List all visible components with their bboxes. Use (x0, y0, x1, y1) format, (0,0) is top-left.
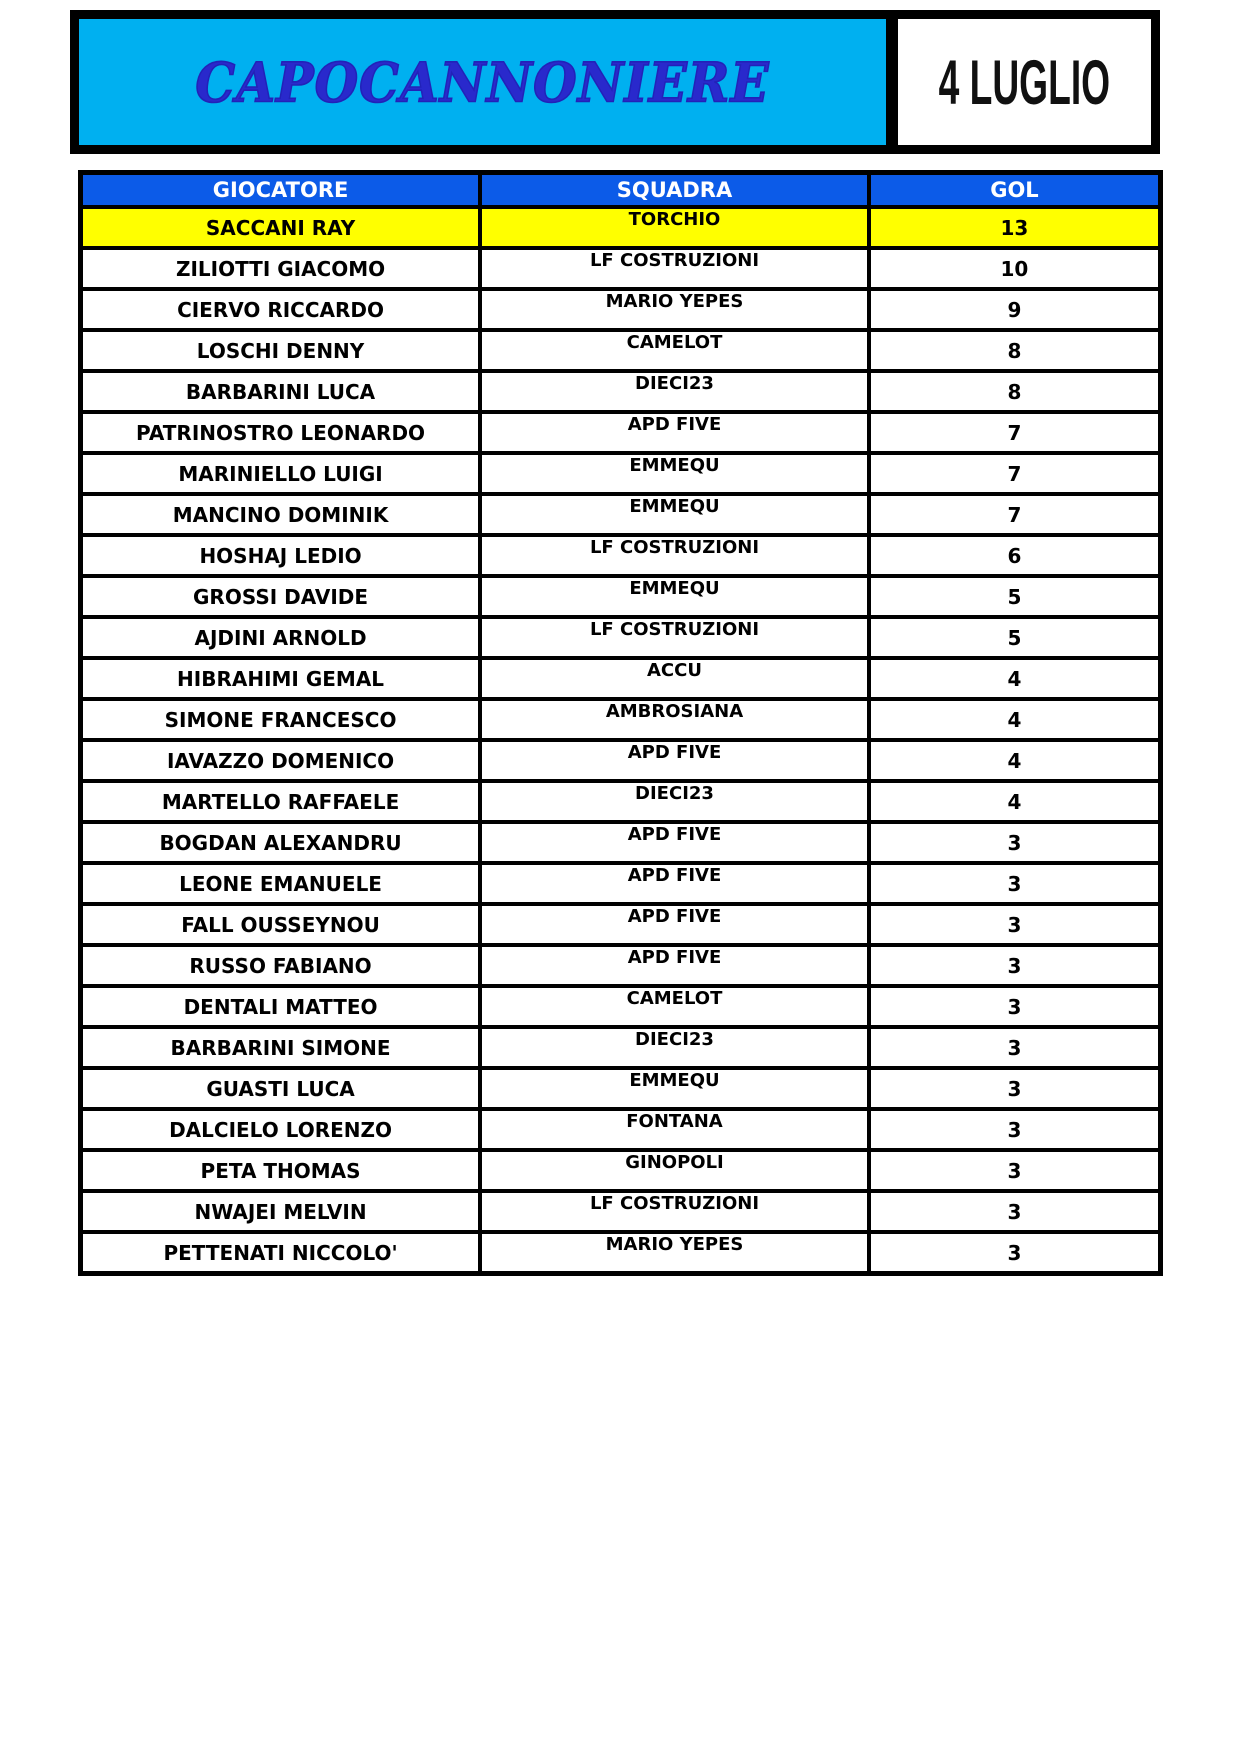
goals-cell: 7 (869, 412, 1161, 453)
team-cell: APD FIVE (480, 822, 869, 863)
team-cell: AMBROSIANA (480, 699, 869, 740)
player-cell: BARBARINI SIMONE (81, 1027, 481, 1068)
player-cell: LEONE EMANUELE (81, 863, 481, 904)
player-cell: AJDINI ARNOLD (81, 617, 481, 658)
team-cell: TORCHIO (480, 207, 869, 248)
scorers-table (78, 170, 1163, 1276)
table-row (81, 781, 1161, 822)
table-row (81, 494, 1161, 535)
table-row (81, 699, 1161, 740)
team-cell: EMMEQU (480, 453, 869, 494)
player-cell: RUSSO FABIANO (81, 945, 481, 986)
player-cell: DENTALI MATTEO (81, 986, 481, 1027)
player-cell: NWAJEI MELVIN (81, 1191, 481, 1232)
team-cell: APD FIVE (480, 863, 869, 904)
team-cell: LF COSTRUZIONI (480, 535, 869, 576)
goals-cell: 9 (869, 289, 1161, 330)
goals-cell: 3 (869, 904, 1161, 945)
goals-cell: 4 (869, 699, 1161, 740)
player-cell: GROSSI DAVIDE (81, 576, 481, 617)
table-row (81, 371, 1161, 412)
player-cell: BOGDAN ALEXANDRU (81, 822, 481, 863)
table-row (81, 1068, 1161, 1109)
player-cell: MANCINO DOMINIK (81, 494, 481, 535)
table-row (81, 822, 1161, 863)
player-cell: DALCIELO LORENZO (81, 1109, 481, 1150)
table-row (81, 986, 1161, 1027)
table-row (81, 535, 1161, 576)
goals-cell: 4 (869, 781, 1161, 822)
player-cell: PETA THOMAS (81, 1150, 481, 1191)
page-title: CAPOCANNONIERE (195, 50, 770, 114)
goals-cell: 3 (869, 1027, 1161, 1068)
player-cell: PETTENATI NICCOLO' (81, 1232, 481, 1274)
team-cell: DIECI23 (480, 371, 869, 412)
goals-cell: 3 (869, 945, 1161, 986)
team-cell: APD FIVE (480, 945, 869, 986)
goals-cell: 6 (869, 535, 1161, 576)
team-cell: APD FIVE (480, 904, 869, 945)
column-header-goals: GOL (869, 173, 1161, 208)
table-row (81, 412, 1161, 453)
goals-cell: 3 (869, 986, 1161, 1027)
team-cell: DIECI23 (480, 1027, 869, 1068)
player-cell: MARTELLO RAFFAELE (81, 781, 481, 822)
team-cell: EMMEQU (480, 576, 869, 617)
table-row (81, 207, 1161, 248)
table-row (81, 904, 1161, 945)
table-row (81, 1109, 1161, 1150)
team-cell: MARIO YEPES (480, 289, 869, 330)
team-cell: CAMELOT (480, 330, 869, 371)
player-cell: GUASTI LUCA (81, 1068, 481, 1109)
team-cell: DIECI23 (480, 781, 869, 822)
table-header-row (81, 173, 1161, 208)
goals-cell: 3 (869, 1109, 1161, 1150)
table-row (81, 945, 1161, 986)
table-row (81, 1150, 1161, 1191)
table-row (81, 740, 1161, 781)
goals-cell: 5 (869, 576, 1161, 617)
table-row (81, 576, 1161, 617)
goals-cell: 7 (869, 453, 1161, 494)
team-cell: EMMEQU (480, 1068, 869, 1109)
player-cell: SACCANI RAY (81, 207, 481, 248)
goals-cell: 8 (869, 330, 1161, 371)
player-cell: LOSCHI DENNY (81, 330, 481, 371)
team-cell: LF COSTRUZIONI (480, 617, 869, 658)
team-cell: EMMEQU (480, 494, 869, 535)
table-row (81, 1232, 1161, 1274)
title-banner (79, 19, 886, 145)
column-header-player: GIOCATORE (81, 173, 481, 208)
table-row (81, 863, 1161, 904)
player-cell: MARINIELLO LUIGI (81, 453, 481, 494)
goals-cell: 8 (869, 371, 1161, 412)
player-cell: FALL OUSSEYNOU (81, 904, 481, 945)
table-row (81, 617, 1161, 658)
player-cell: IAVAZZO DOMENICO (81, 740, 481, 781)
team-cell: GINOPOLI (480, 1150, 869, 1191)
table-row (81, 1027, 1161, 1068)
team-cell: APD FIVE (480, 412, 869, 453)
goals-cell: 3 (869, 822, 1161, 863)
player-cell: BARBARINI LUCA (81, 371, 481, 412)
goals-cell: 3 (869, 1150, 1161, 1191)
banner-divider (886, 19, 898, 145)
table-row (81, 248, 1161, 289)
table-row (81, 289, 1161, 330)
goals-cell: 3 (869, 1068, 1161, 1109)
date-label: 4 LUGLIO (938, 46, 1111, 118)
team-cell: FONTANA (480, 1109, 869, 1150)
table-row (81, 658, 1161, 699)
player-cell: ZILIOTTI GIACOMO (81, 248, 481, 289)
player-cell: PATRINOSTRO LEONARDO (81, 412, 481, 453)
team-cell: LF COSTRUZIONI (480, 248, 869, 289)
header-banner-frame (70, 10, 1160, 154)
team-cell: APD FIVE (480, 740, 869, 781)
goals-cell: 3 (869, 1232, 1161, 1274)
goals-cell: 13 (869, 207, 1161, 248)
team-cell: CAMELOT (480, 986, 869, 1027)
table-row (81, 453, 1161, 494)
team-cell: MARIO YEPES (480, 1232, 869, 1274)
player-cell: SIMONE FRANCESCO (81, 699, 481, 740)
player-cell: CIERVO RICCARDO (81, 289, 481, 330)
goals-cell: 7 (869, 494, 1161, 535)
table-row (81, 330, 1161, 371)
team-cell: ACCU (480, 658, 869, 699)
goals-cell: 4 (869, 658, 1161, 699)
goals-cell: 5 (869, 617, 1161, 658)
column-header-team: SQUADRA (480, 173, 869, 208)
player-cell: HOSHAJ LEDIO (81, 535, 481, 576)
goals-cell: 3 (869, 1191, 1161, 1232)
table-row (81, 1191, 1161, 1232)
player-cell: HIBRAHIMI GEMAL (81, 658, 481, 699)
goals-cell: 10 (869, 248, 1161, 289)
goals-cell: 4 (869, 740, 1161, 781)
date-box (898, 19, 1151, 145)
team-cell: LF COSTRUZIONI (480, 1191, 869, 1232)
goals-cell: 3 (869, 863, 1161, 904)
